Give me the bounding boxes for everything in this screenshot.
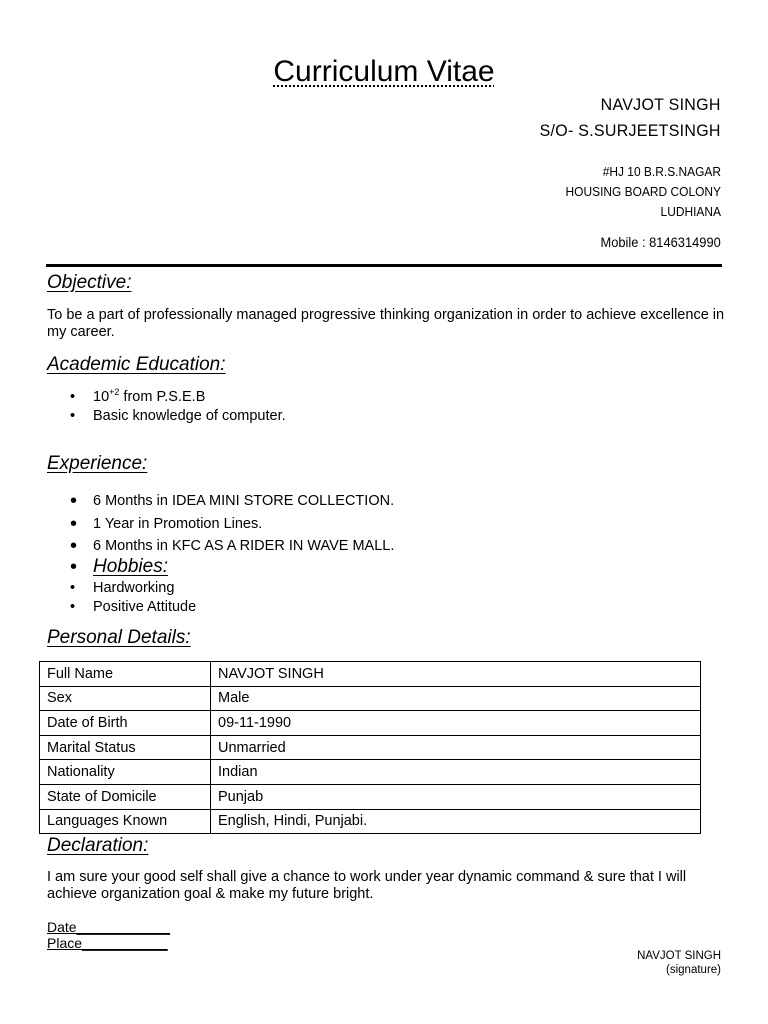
table-row <box>40 735 701 760</box>
list-item <box>70 388 286 407</box>
academic-heading: Academic Education: <box>47 354 226 375</box>
document-title-text: Curriculum Vitae <box>273 55 495 88</box>
table-row <box>40 784 701 809</box>
row-label: Full Name <box>40 662 211 687</box>
row-value: English, Hindi, Punjabi. <box>211 809 701 834</box>
place-line: Place___________ <box>47 935 168 951</box>
mobile-number: Mobile : 8146314990 <box>600 234 721 250</box>
declaration-text: I am sure your good self shall give a chance to work under year dynamic command & sure that I will achieve organization goal & make my future bright. <box>47 869 687 902</box>
hobbies-heading: Hobbies: <box>93 556 168 577</box>
table-row <box>40 686 701 711</box>
declaration-heading: Declaration: <box>47 835 149 856</box>
personal-details-table <box>39 661 701 834</box>
header-son-of: S/O- S.SURJEETSINGH <box>539 121 721 140</box>
experience-heading: Experience: <box>47 453 148 474</box>
hobbies-section <box>70 556 168 578</box>
hobbies-heading-item <box>70 556 168 578</box>
row-value: Unmarried <box>211 735 701 760</box>
address-line: HOUSING BOARD COLONY <box>565 184 721 199</box>
table-row <box>40 760 701 785</box>
row-value: Male <box>211 686 701 711</box>
row-value: Punjab <box>211 784 701 809</box>
signature-block <box>637 949 721 977</box>
academic-item-sup: +2 <box>109 387 120 397</box>
list-item: • Positive Attitude <box>70 598 196 617</box>
row-label: State of Domicile <box>40 784 211 809</box>
row-label: Date of Birth <box>40 711 211 736</box>
date-line: Date____________ <box>47 919 171 935</box>
academic-list <box>70 388 286 426</box>
row-value: 09-11-1990 <box>211 711 701 736</box>
table-row <box>40 711 701 736</box>
academic-item-rest: from P.S.E.B <box>119 389 206 405</box>
hobbies-list <box>70 579 196 617</box>
signature-note: (signature) <box>666 964 721 976</box>
objective-heading: Objective: <box>47 272 132 293</box>
list-item: • Basic knowledge of computer. <box>70 407 286 426</box>
row-label: Marital Status <box>40 735 211 760</box>
table-row <box>40 662 701 687</box>
list-item: • 6 Months in IDEA MINI STORE COLLECTION. <box>70 490 394 513</box>
table-row <box>40 809 701 834</box>
list-item: • Hardworking <box>70 579 196 598</box>
address-line: #HJ 10 B.R.S.NAGAR <box>602 164 721 179</box>
header-divider <box>46 264 722 267</box>
row-value: NAVJOT SINGH <box>211 662 701 687</box>
list-item: • 6 Months in KFC AS A RIDER IN WAVE MALL. <box>70 535 394 558</box>
list-item: • 1 Year in Promotion Lines. <box>70 513 394 536</box>
row-label: Languages Known <box>40 809 211 834</box>
address-block <box>565 162 721 222</box>
experience-list <box>70 490 394 558</box>
address-line: LUDHIANA <box>660 204 721 219</box>
header-name: NAVJOT SINGH <box>601 95 721 114</box>
personal-heading: Personal Details: <box>47 627 191 648</box>
objective-text: To be a part of professionally managed progressive thinking organization in order to achieve excellence in my career. <box>47 307 725 340</box>
row-label: Sex <box>40 686 211 711</box>
signature-name: NAVJOT SINGH <box>637 950 721 962</box>
row-value: Indian <box>211 760 701 785</box>
row-label: Nationality <box>40 760 211 785</box>
document-title <box>0 52 768 92</box>
academic-item-base: 10 <box>93 389 110 405</box>
